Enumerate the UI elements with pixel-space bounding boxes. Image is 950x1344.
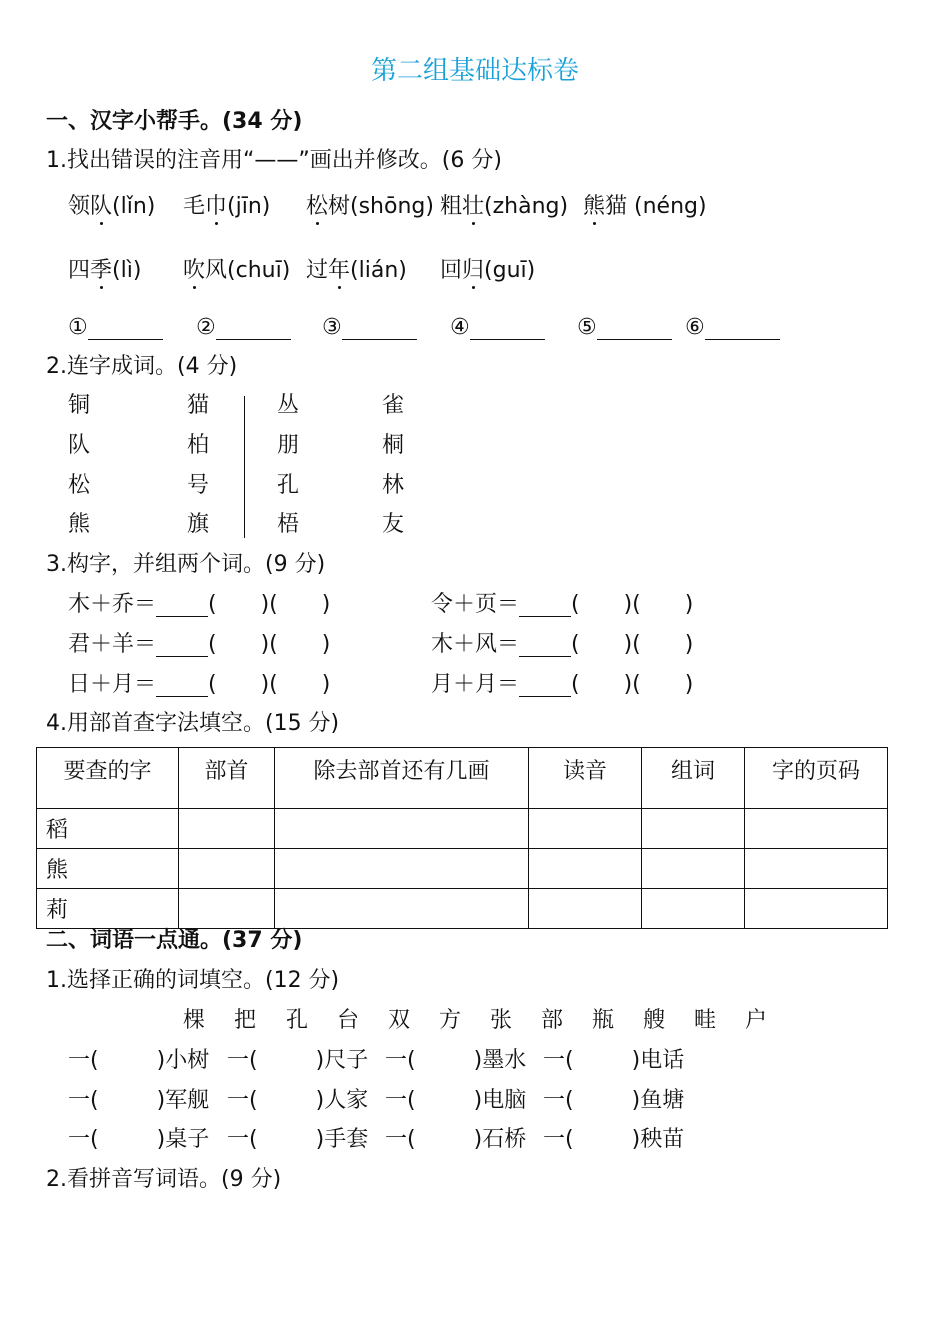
q2-char[interactable]: 松 [68, 473, 91, 498]
q3-item: 木＋风＝ ( )( ) [431, 632, 694, 657]
table-header: 字的页码 [745, 748, 888, 809]
measure-item: 一( )墨水 [385, 1048, 527, 1073]
q1-answer-2: ② [196, 317, 291, 340]
table-header: 读音 [529, 748, 642, 809]
table-cell-input[interactable] [275, 889, 529, 929]
measure-item: 一( )桌子 [68, 1127, 210, 1152]
q2-char[interactable]: 丛 [277, 393, 300, 418]
table-cell-input[interactable] [642, 849, 745, 889]
section-two-heading: 二、词语一点通。(37 分) [46, 928, 303, 953]
q2-char[interactable]: 梧 [277, 512, 300, 537]
q2-char[interactable]: 雀 [382, 393, 405, 418]
q1-row1-item-4: 粗壮(zhàng) [440, 194, 569, 219]
q2-char[interactable]: 旗 [187, 512, 210, 537]
q2-char[interactable]: 号 [187, 473, 210, 498]
answer-blank[interactable] [470, 317, 545, 340]
q1-prompt: 1.找出错误的注音用“——”画出并修改。(6 分) [46, 148, 502, 173]
table-row [37, 889, 888, 929]
word-bank-item: 瓶 [592, 1008, 615, 1033]
q2-divider [244, 396, 245, 538]
measure-item: 一( )人家 [227, 1088, 369, 1113]
table-cell-input[interactable] [642, 889, 745, 929]
q3-item: 日＋月＝ ( )( ) [68, 672, 331, 697]
answer-blank[interactable] [597, 317, 672, 340]
q1-answer-1: ① [68, 317, 163, 340]
page-title: 第二组基础达标卷 [370, 56, 579, 86]
measure-item: 一( )军舰 [68, 1088, 210, 1113]
word-bank-item: 艘 [643, 1008, 666, 1033]
table-cell-char: 莉 [37, 889, 179, 929]
q4-prompt: 4.用部首查字法填空。(15 分) [46, 711, 340, 736]
q2-char[interactable]: 林 [382, 473, 405, 498]
q2-char[interactable]: 友 [382, 512, 405, 537]
q2-char[interactable]: 铜 [68, 393, 91, 418]
answer-blank[interactable] [519, 634, 571, 657]
q2-char[interactable]: 朋 [277, 433, 300, 458]
measure-item: 一( )尺子 [227, 1048, 369, 1073]
section-one-heading: 一、汉字小帮手。(34 分) [46, 109, 303, 134]
q2-char[interactable]: 桐 [382, 433, 405, 458]
q3-item: 令＋页＝ ( )( ) [431, 592, 694, 617]
measure-item: 一( )秧苗 [543, 1127, 685, 1152]
answer-blank[interactable] [156, 674, 208, 697]
table-header-row [37, 748, 888, 809]
table-cell-input[interactable] [275, 849, 529, 889]
word-bank-item: 畦 [694, 1008, 717, 1033]
measure-item: 一( )电话 [543, 1048, 685, 1073]
word-bank-item: 方 [439, 1008, 462, 1033]
q2-char[interactable]: 柏 [187, 433, 210, 458]
table-header: 部首 [179, 748, 275, 809]
q1-row2-item-4: 回归(guī) [440, 258, 536, 283]
table-cell-input[interactable] [179, 809, 275, 849]
q1-row2-item-2: 吹风(chuī) [183, 258, 291, 283]
q3-item: 月＋月＝ ( )( ) [431, 672, 694, 697]
table-cell-input[interactable] [642, 809, 745, 849]
q1-row2-item-3: 过年(lián) [306, 258, 407, 283]
table-header: 除去部首还有几画 [275, 748, 529, 809]
word-bank-item: 部 [541, 1008, 564, 1033]
table-header: 要查的字 [37, 748, 179, 809]
word-bank-item: 户 [745, 1008, 768, 1033]
table-cell-input[interactable] [745, 809, 888, 849]
table-cell-input[interactable] [529, 809, 642, 849]
radical-lookup-table [36, 747, 888, 929]
q1-row2-item-1: 四季(lì) [68, 258, 142, 283]
table-header: 组词 [642, 748, 745, 809]
q2-char[interactable]: 猫 [187, 393, 210, 418]
word-bank-item: 孔 [286, 1008, 309, 1033]
q3-prompt: 3.构字，并组两个词。(9 分) [46, 552, 326, 577]
measure-item: 一( )手套 [227, 1127, 369, 1152]
q1-answer-5: ⑤ [577, 317, 672, 340]
q1-answer-3: ③ [322, 317, 417, 340]
answer-blank[interactable] [705, 317, 780, 340]
table-cell-input[interactable] [745, 889, 888, 929]
measure-item: 一( )石桥 [385, 1127, 527, 1152]
measure-item: 一( )鱼塘 [543, 1088, 685, 1113]
q3-item: 君＋羊＝ ( )( ) [68, 632, 331, 657]
word-bank-item: 双 [388, 1008, 411, 1033]
q2-prompt: 2.连字成词。(4 分) [46, 354, 238, 379]
q2-char[interactable]: 熊 [68, 512, 91, 537]
table-cell-input[interactable] [179, 889, 275, 929]
answer-blank[interactable] [156, 594, 208, 617]
table-row [37, 849, 888, 889]
q3-item: 木＋乔＝ ( )( ) [68, 592, 331, 617]
table-row [37, 809, 888, 849]
table-cell-input[interactable] [745, 849, 888, 889]
q1-row1-item-3: 松树(shōng) [306, 194, 434, 219]
table-cell-char: 稻 [37, 809, 179, 849]
q1-row1-item-5: 熊猫 (néng) [583, 194, 707, 219]
word-bank-item: 把 [234, 1008, 257, 1033]
word-bank-item: 棵 [183, 1008, 206, 1033]
table-cell-input[interactable] [529, 889, 642, 929]
word-bank-item: 台 [337, 1008, 360, 1033]
q2-char[interactable]: 队 [68, 433, 91, 458]
answer-blank[interactable] [342, 317, 417, 340]
table-cell-input[interactable] [529, 849, 642, 889]
answer-blank[interactable] [519, 594, 571, 617]
answer-blank[interactable] [519, 674, 571, 697]
answer-blank[interactable] [216, 317, 291, 340]
q1-answer-4: ④ [450, 317, 545, 340]
measure-item: 一( )电脑 [385, 1088, 527, 1113]
table-cell-input[interactable] [275, 809, 529, 849]
answer-blank[interactable] [88, 317, 163, 340]
q1-row1-item-1: 领队(lǐn) [68, 194, 156, 219]
q1-row1-item-2: 毛巾(jīn) [183, 194, 271, 219]
table-cell-char: 熊 [37, 849, 179, 889]
answer-blank[interactable] [156, 634, 208, 657]
q5-prompt: 1.选择正确的词填空。(12 分) [46, 968, 340, 993]
q6-prompt: 2.看拼音写词语。(9 分) [46, 1167, 282, 1192]
table-cell-input[interactable] [179, 849, 275, 889]
q2-char[interactable]: 孔 [277, 473, 300, 498]
word-bank-item: 张 [490, 1008, 513, 1033]
measure-item: 一( )小树 [68, 1048, 210, 1073]
q1-answer-6: ⑥ [685, 317, 780, 340]
